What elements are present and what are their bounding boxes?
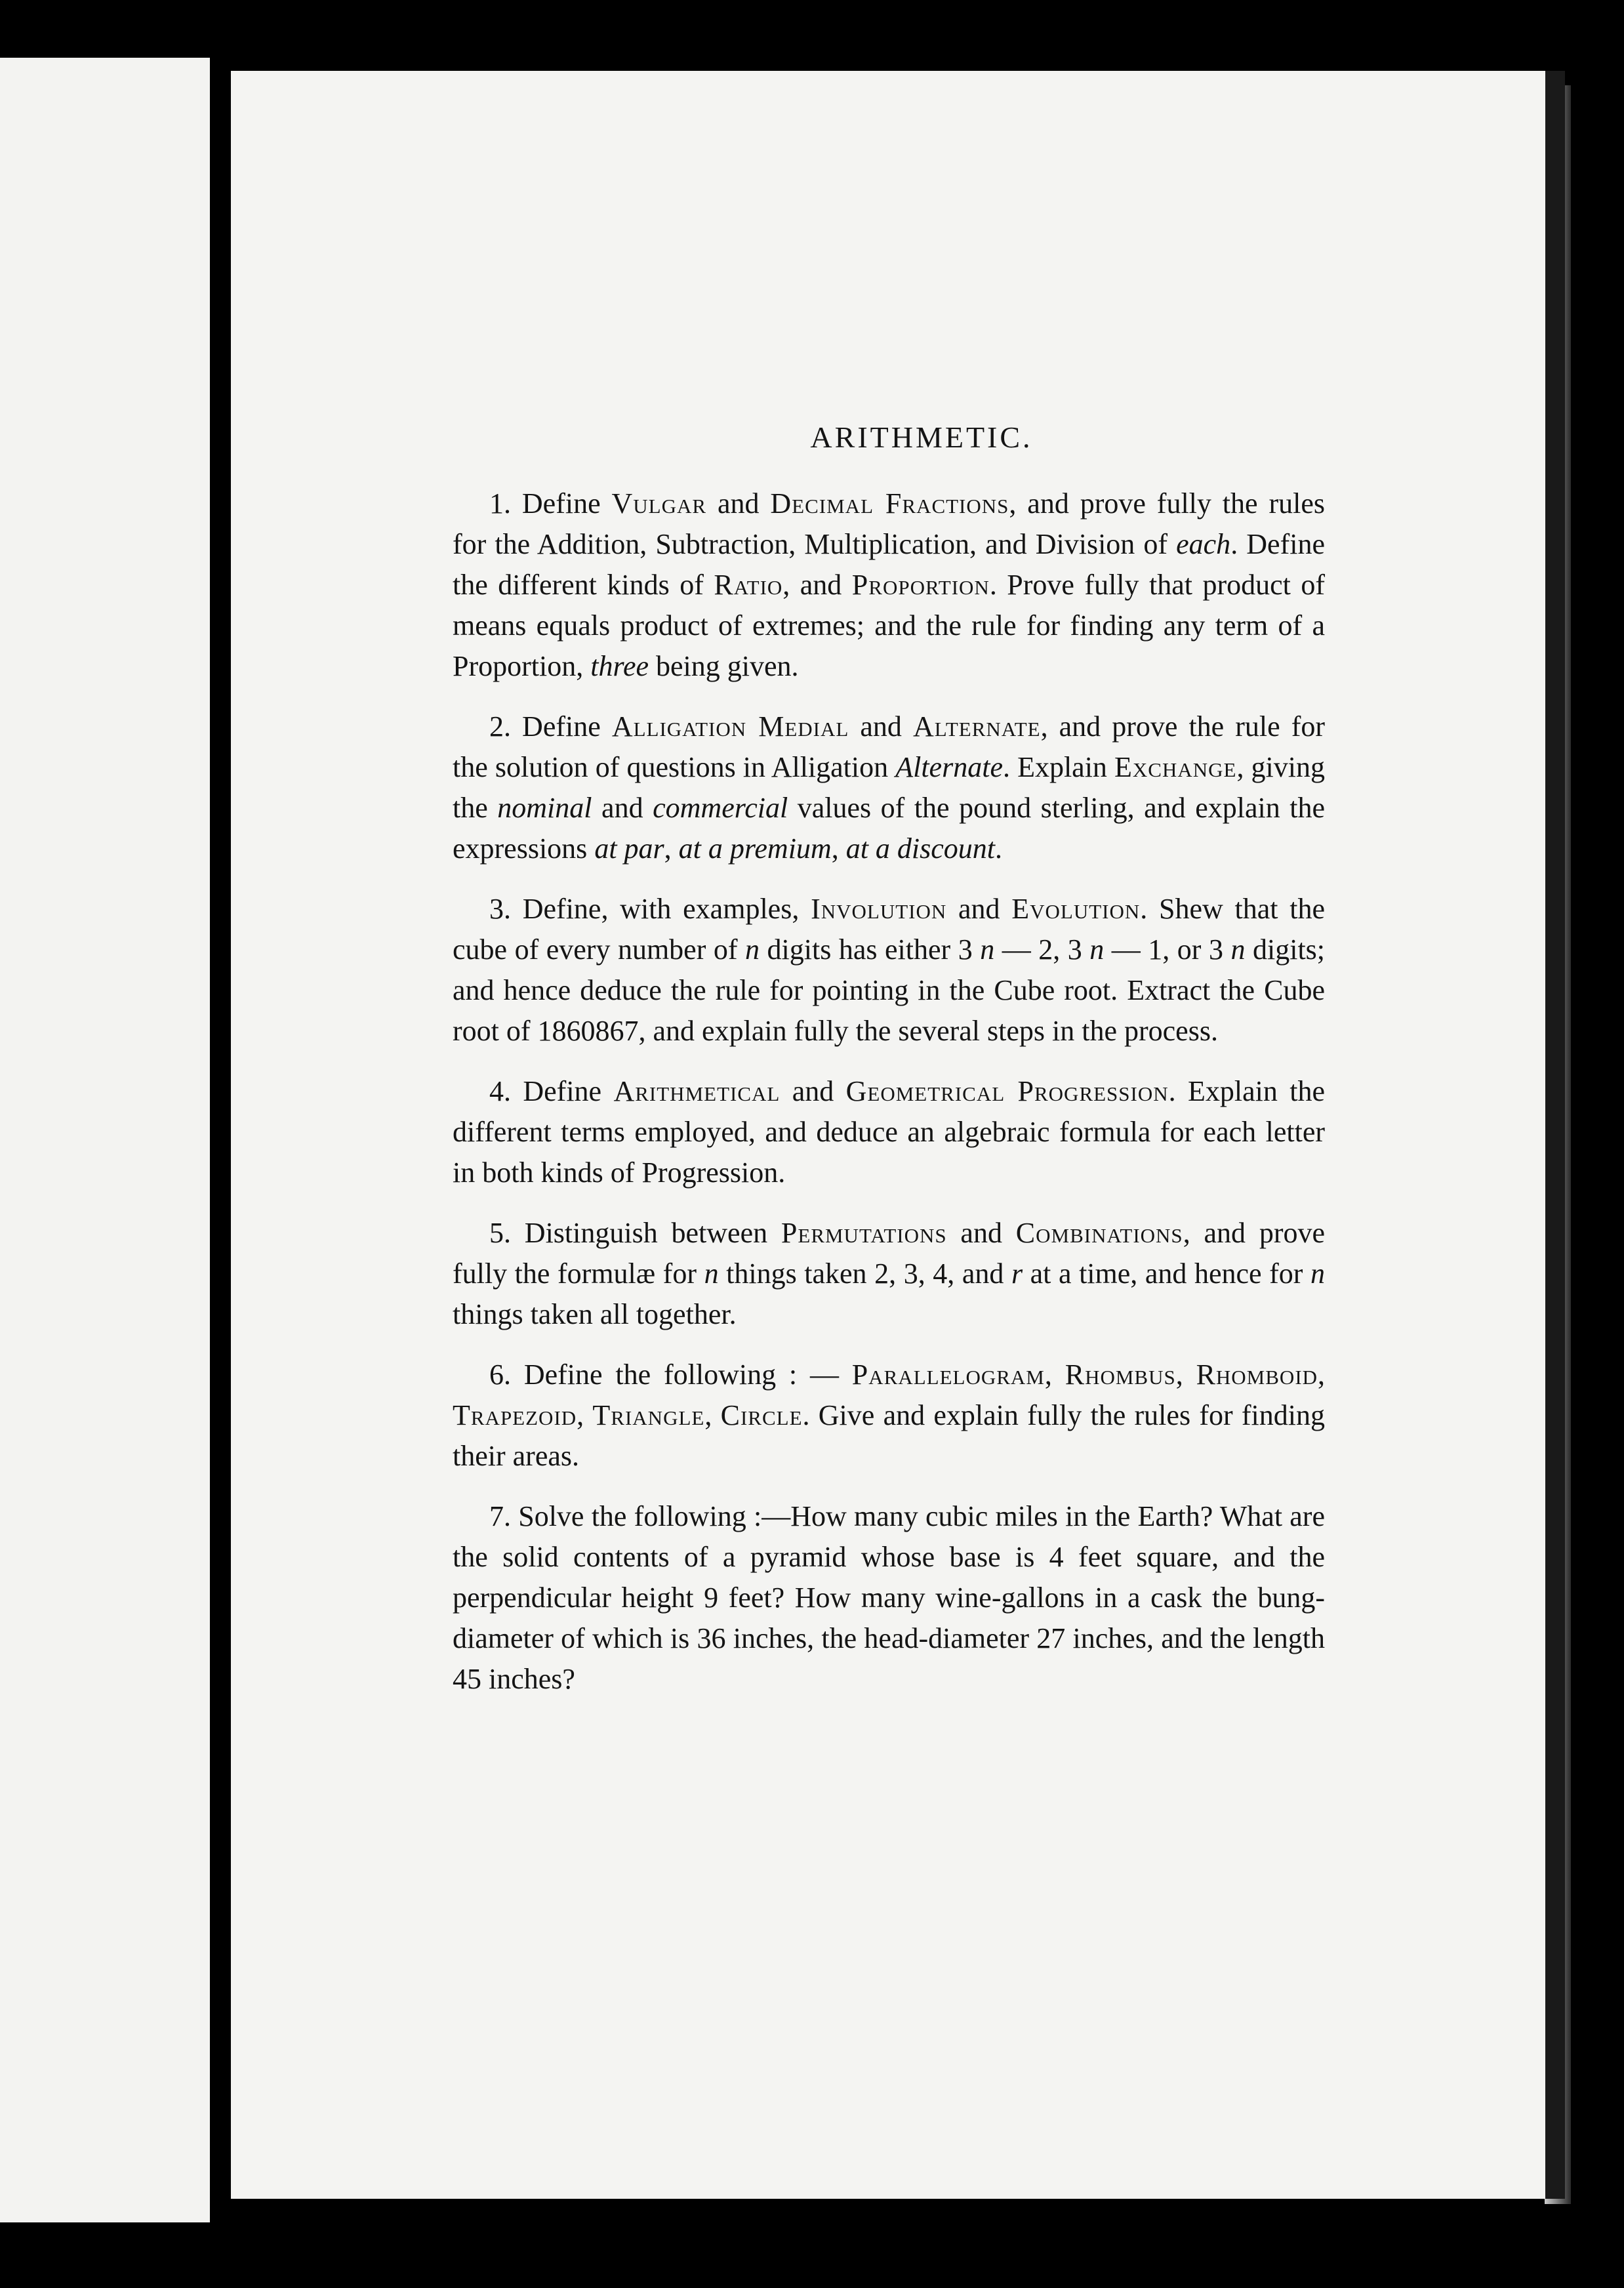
term: Geometrical Progression [845,1075,1169,1107]
question-1: 1. Define Vulgar and Decimal Fractions, and prove fully the rules for the Addition, Subtraction, Multiplication, and Division of each. Define the different kinds of Ratio, and Proportion. Prove fully that product of means equals product of extremes; and the rule for finding any term of a Proportion, three being given. [453,487,1325,682]
term: Alligation Medial [611,710,849,743]
emphasis: at par [594,832,664,865]
term: Arithmetical [613,1075,781,1107]
question-6: 6. Define the following : — Parallelogram, Rhombus, Rhomboid, Trapezoid, Triangle, Circle. Give and explain fully the rules for finding their areas. [453,1358,1326,1472]
variable: n [1310,1257,1325,1290]
facing-page-edge [0,58,210,2222]
emphasis: three [590,650,649,682]
term: Involution [811,893,947,925]
question-3: 3. Define, with examples, Involution and Evolution. Shew that the cube of every number of n digits has either 3 n — 2, 3 n — 1, or 3 n digits; and hence deduce the rule for pointing in the Cube root. Extract the Cube root of 1860867, and explain fully the several steps in the process. [453,893,1326,1047]
variable: n [745,933,760,966]
scan-border-bottom [0,2229,1624,2288]
term: Proportion [851,569,990,601]
question-number: 4. [489,1075,511,1107]
emphasis: Alternate [895,751,1003,783]
page-content [453,420,1325,1719]
term: Vulgar [611,487,707,520]
term: Triangle [592,1399,705,1431]
term: Alternate [912,710,1041,743]
emphasis: nominal [497,792,592,824]
emphasis: at a discount [845,832,996,865]
page-title: ARITHMETIC. [810,420,1033,454]
question-4: 4. Define Arithmetical and Geometrical Progression. Explain the different terms employed, and deduce an algebraic formula for each letter in both kinds of Progression. [453,1075,1325,1189]
term: Combinations [1015,1217,1183,1249]
question-2: 2. Define Alligation Medial and Alternate, and prove the rule for the solution of questions in Alligation Alternate. Explain Exchange, giving the nominal and commercial values of the pound sterling, and explain the expressions at par, at a premium, at a discount. [453,710,1326,865]
question-number: 6. [489,1358,511,1391]
emphasis: commercial [653,792,788,824]
emphasis: each [1176,528,1231,560]
term: Permutations [781,1217,947,1249]
question-5: 5. Distinguish between Permutations and Combinations, and prove fully the formulæ for n things taken 2, 3, 4, and r at a time, and hence for n things taken all together. [453,1217,1325,1330]
variable: n [704,1257,719,1290]
term: Evolution [1011,893,1141,925]
variable: n [1089,933,1105,966]
question-number: 3. [489,893,511,925]
question-number: 2. [489,710,511,743]
term: Ratio [714,569,783,601]
question-number: 7. [489,1500,511,1532]
term: Rhombus [1065,1358,1176,1391]
term: Trapezoid [453,1399,577,1431]
variable: n [1230,933,1246,966]
term: Rhomboid [1196,1358,1318,1391]
variable: n [980,933,995,966]
term: Parallelogram [851,1358,1045,1391]
term: Decimal Fractions [770,487,1009,520]
variable: r [1011,1257,1023,1290]
question-number: 1. [489,487,511,520]
term: Circle [720,1399,803,1431]
emphasis: at a premium [678,832,832,865]
term: Exchange [1114,751,1237,783]
question-7: 7. Solve the following :—How many cubic miles in the Earth? What are the solid contents of a pyramid whose base is 4 feet square, and the perpendicular height 9 feet? How many wine-gallons in a cask the bung-diameter of which is 36 inches, the head-diameter 27 inches, and the length 45 inches? [453,1500,1325,1695]
question-number: 5. [489,1217,511,1249]
